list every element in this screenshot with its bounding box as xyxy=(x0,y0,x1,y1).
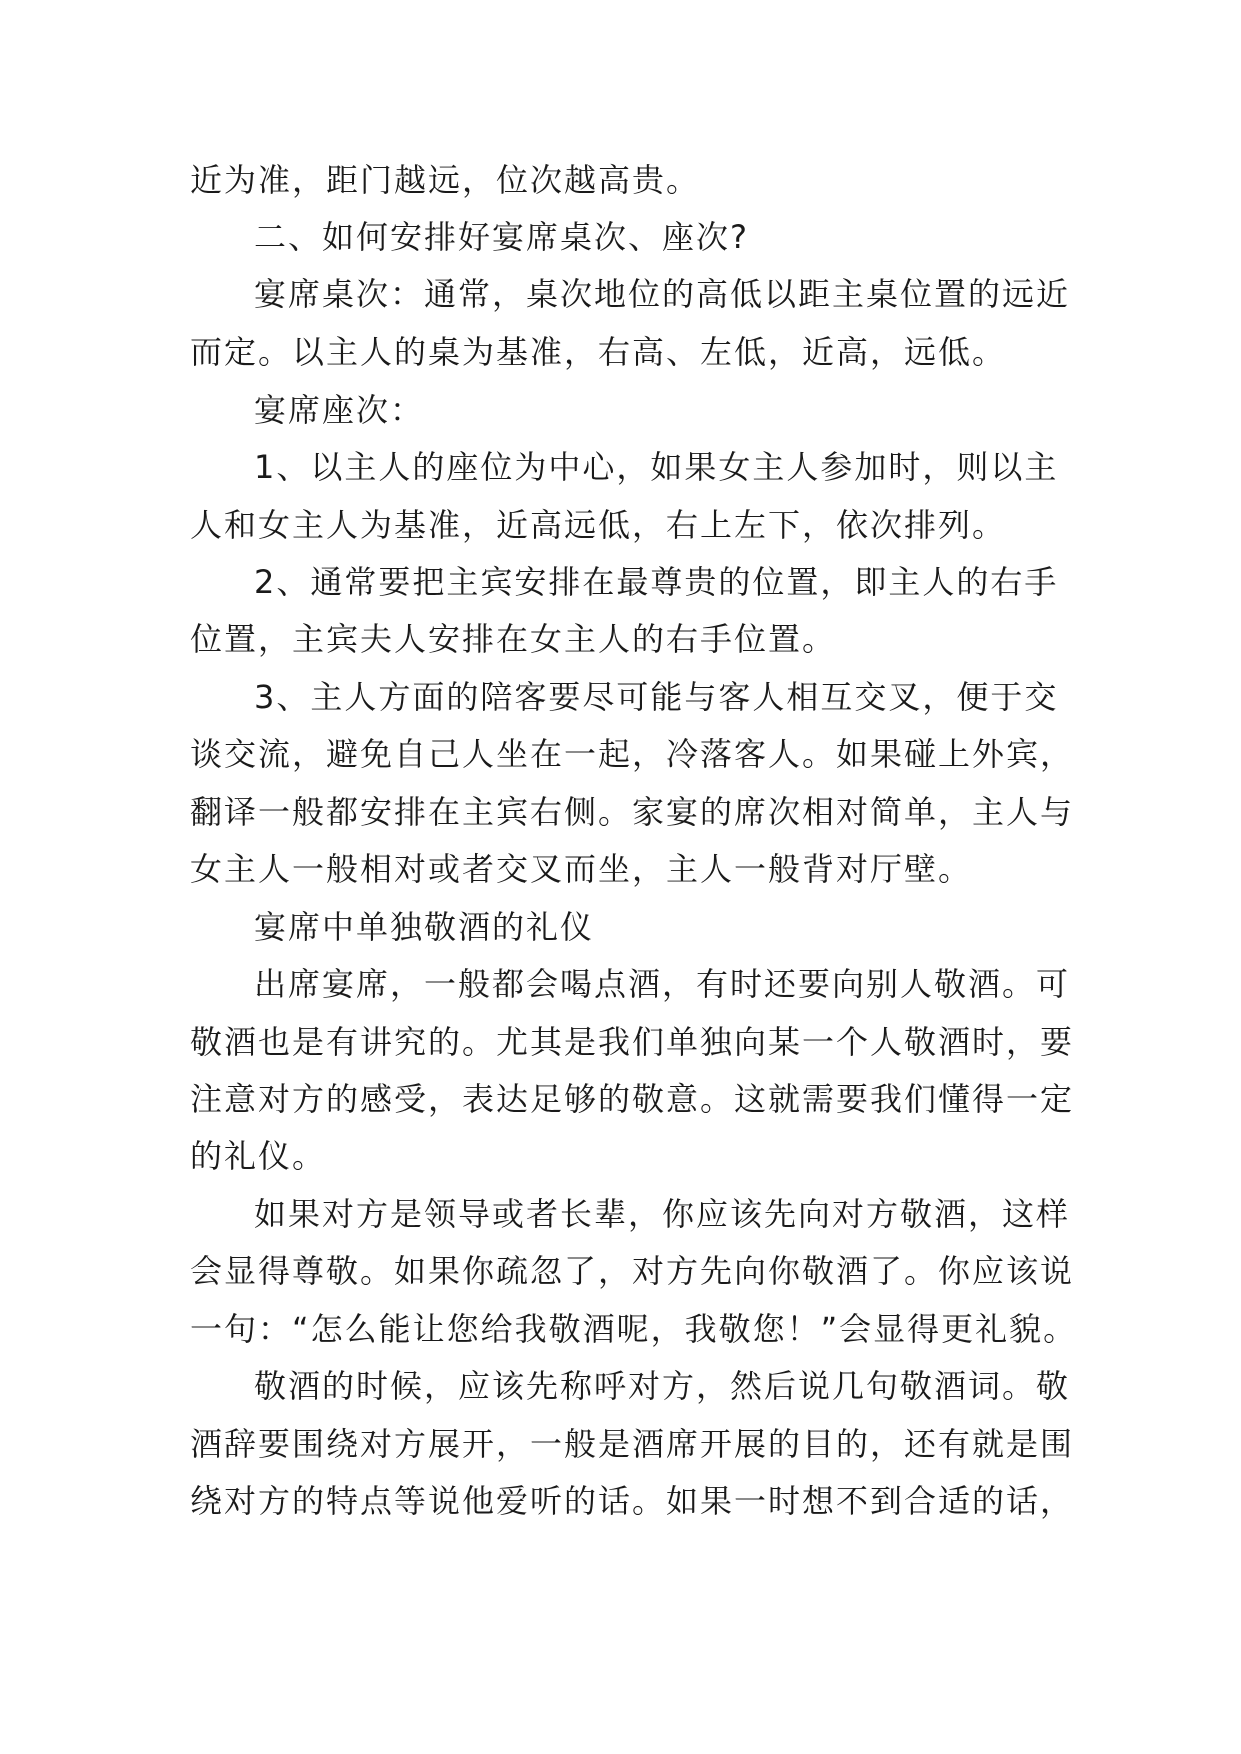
list-item: 3、主人方面的陪客要尽可能与客人相互交叉，便于交 xyxy=(254,678,1059,716)
text-line: 注意对方的感受，表达足够的敬意。这就需要我们懂得一定 xyxy=(190,1080,1075,1118)
list-item: 2、通常要把主宾安排在最尊贵的位置，即主人的右手 xyxy=(254,563,1059,601)
text-line: 敬酒也是有讲究的。尤其是我们单独向某一个人敬酒时，要 xyxy=(190,1023,1075,1061)
text-line: 近为准，距门越远，位次越高贵。 xyxy=(190,161,701,199)
text-line: 的礼仪。 xyxy=(190,1137,327,1175)
text-line: 女主人一般相对或者交叉而坐，主人一般背对厅壁。 xyxy=(190,850,973,888)
section-heading: 宴席中单独敬酒的礼仪 xyxy=(254,908,595,946)
text-line: 而定。以主人的桌为基准，右高、左低，近高，远低。 xyxy=(190,333,1007,371)
text-line: 出席宴席，一般都会喝点酒，有时还要向别人敬酒。可 xyxy=(254,965,1071,1003)
text-line: 绕对方的特点等说他爱听的话。如果一时想不到合适的话， xyxy=(190,1482,1075,1520)
text-line: 人和女主人为基准，近高远低，右上左下，依次排列。 xyxy=(190,506,1007,544)
text-line: 如果对方是领导或者长辈，你应该先向对方敬酒，这样 xyxy=(254,1195,1071,1233)
text-line: 位置，主宾夫人安排在女主人的右手位置。 xyxy=(190,620,837,658)
text-line: 宴席座次： xyxy=(254,391,425,429)
text-line: 谈交流，避免自己人坐在一起，冷落客人。如果碰上外宾， xyxy=(190,735,1075,773)
list-item: 1、以主人的座位为中心，如果女主人参加时，则以主 xyxy=(254,448,1059,486)
text-line: 酒辞要围绕对方展开，一般是酒席开展的目的，还有就是围 xyxy=(190,1425,1075,1463)
text-line: 宴席桌次：通常，桌次地位的高低以距主桌位置的远近 xyxy=(254,275,1071,313)
text-line: 敬酒的时候，应该先称呼对方，然后说几句敬酒词。敬 xyxy=(254,1367,1071,1405)
text-line: 会显得尊敬。如果你疏忽了，对方先向你敬酒了。你应该说 xyxy=(190,1252,1075,1290)
text-line: 一句：“怎么能让您给我敬酒呢，我敬您！”会显得更礼貌。 xyxy=(190,1310,1078,1348)
section-heading: 二、如何安排好宴席桌次、座次? xyxy=(254,218,749,256)
text-line: 翻译一般都安排在主宾右侧。家宴的席次相对简单，主人与 xyxy=(190,793,1075,831)
